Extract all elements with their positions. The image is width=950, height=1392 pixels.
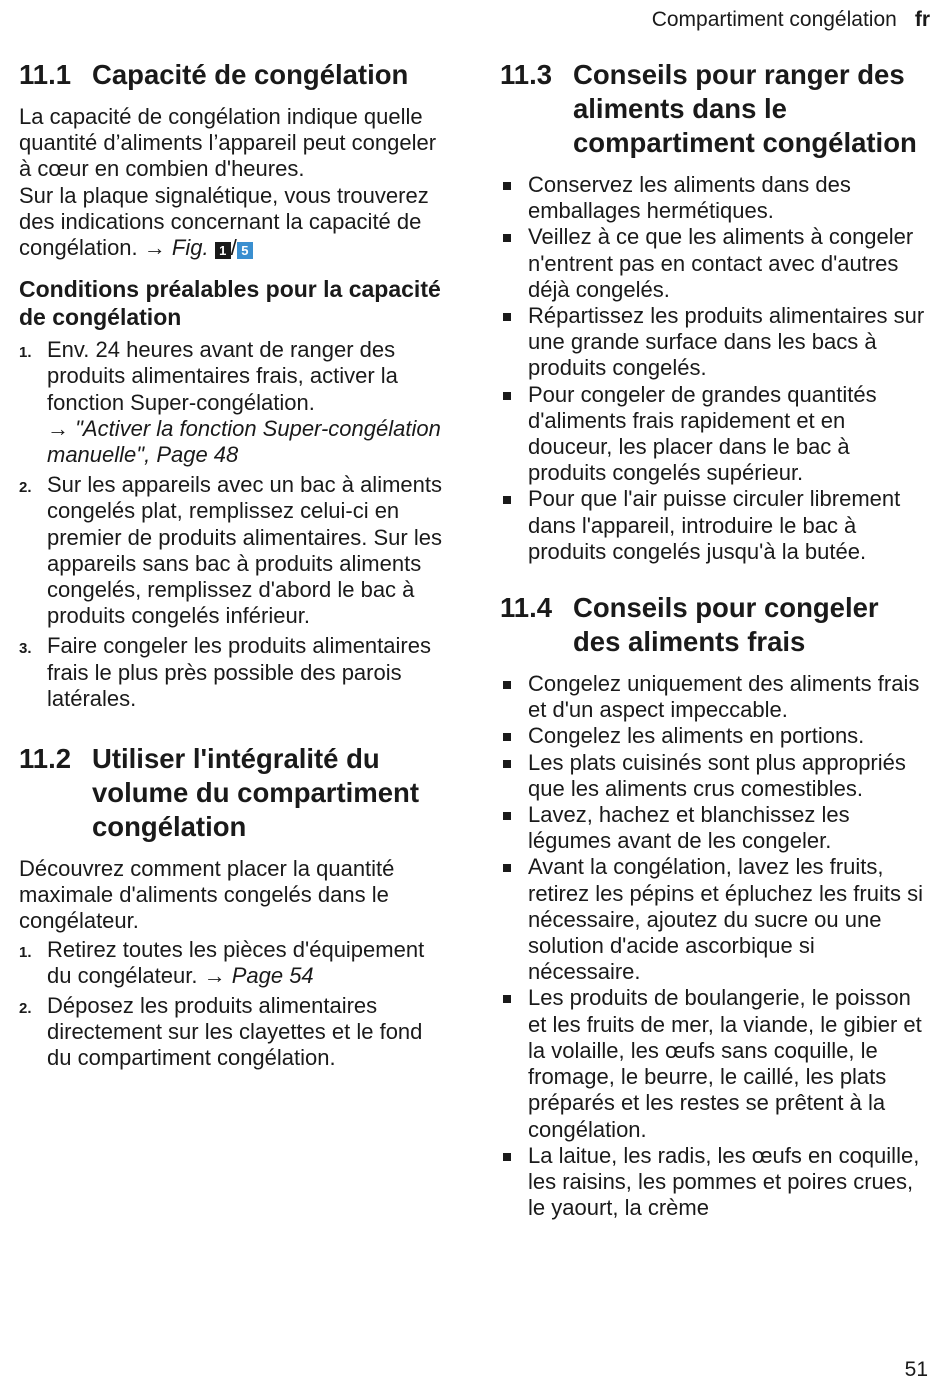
list-item: Lavez, hachez et blanchissez les légumes avant de les congeler. xyxy=(500,802,932,854)
steps-list xyxy=(19,337,451,712)
list-item: 2. Déposez les produits alimentaires directement sur les clayettes et le fond du compartiment congélation. xyxy=(19,993,423,1071)
list-item: 2. Sur les appareils avec un bac à aliments congelés plat, remplissez celui-ci en premier de produits alimentaires. Sur les appareils sans bac à produits aliments congelés, remplissez d'abord le bac à produits congelés inférieur. xyxy=(19,472,442,629)
subheading: Conditions préalables pour la capacité de congélation xyxy=(19,276,441,331)
section-heading xyxy=(500,58,932,160)
figure-separator: / xyxy=(230,235,237,261)
cross-reference-link[interactable]: → "Activer la fonction Super-congélation manuelle", Page 48 xyxy=(47,415,441,468)
section-number: 11.2 xyxy=(19,743,72,775)
bullet-square-icon xyxy=(503,760,511,768)
steps-list xyxy=(19,937,451,1072)
section-11-3 xyxy=(500,58,932,565)
bullet-list xyxy=(500,671,932,1221)
figure-link[interactable]: Fig. xyxy=(171,235,209,261)
section-heading xyxy=(19,742,451,844)
section-heading xyxy=(19,58,451,92)
list-item: Conservez les aliments dans des emballages hermétiques. xyxy=(500,172,932,224)
bullet-square-icon xyxy=(503,1153,511,1161)
step-number: 3. xyxy=(19,640,32,658)
list-item: Pour congeler de grandes quantités d'aliments frais rapidement et en douceur, les placer dans le bac à produits congelés supérieur. xyxy=(500,382,932,487)
bullet-square-icon xyxy=(503,182,511,190)
list-item: Répartissez les produits alimentaires sur une grande surface dans les bacs à produits congelés. xyxy=(500,303,932,382)
bullet-square-icon xyxy=(503,812,511,820)
paragraph: Découvrez comment placer la quantité maximale d'aliments congelés dans le congélateur. xyxy=(19,856,395,934)
list-item: Congelez les aliments en portions. xyxy=(500,723,932,749)
section-11-1 xyxy=(19,58,451,712)
list-item: Congelez uniquement des aliments frais et d'un aspect impeccable. xyxy=(500,671,932,723)
section-11-4 xyxy=(500,591,932,1221)
section-number: 11.1 xyxy=(19,59,72,90)
section-title: Conseils pour congeler des aliments frais xyxy=(573,592,879,658)
section-title: Utiliser l'intégralité du volume du compartiment congélation xyxy=(92,743,419,843)
bullet-square-icon xyxy=(503,313,511,321)
list-item: Pour que l'air puisse circuler librement dans l'appareil, introduire le bac à produits congelés jusqu'à la butée. xyxy=(500,486,932,565)
step-number: 2. xyxy=(19,1000,32,1018)
bullet-square-icon xyxy=(503,234,511,242)
right-column xyxy=(500,58,932,1221)
page-number: 51 xyxy=(904,1358,928,1381)
section-title: Conseils pour ranger des aliments dans le compartiment congélation xyxy=(573,59,917,158)
list-item: 1. Env. 24 heures avant de ranger des produits alimentaires frais, activer la fonction Super-congélation. → "Activer la fonction Super-congélation manuelle", Page 48 xyxy=(19,337,441,468)
header-language: fr xyxy=(914,8,930,31)
list-item: Veillez à ce que les aliments à congeler n'entrent pas en contact avec d'autres déjà congelés. xyxy=(500,224,932,303)
figure-marker-5: 5 xyxy=(237,242,253,259)
header-title: Compartiment congélation xyxy=(651,8,897,31)
section-title: Capacité de congélation xyxy=(92,59,409,90)
step-number: 1. xyxy=(19,344,32,362)
list-item: 1. Retirez toutes les pièces d'équipement du congélateur. → Page 54 xyxy=(19,936,425,988)
list-item: La laitue, les radis, les œufs en coquille, les raisins, les pommes et poires crues, le yaourt, la crème xyxy=(500,1143,932,1222)
list-item: Les plats cuisinés sont plus appropriés que les aliments crus comestibles. xyxy=(500,750,932,802)
list-item: Les produits de boulangerie, le poisson et les fruits de mer, la viande, le gibier et la volaille, les œufs sans coquille, le fromage, le beurre, le caillé, les plats préparés et les restes se prêtent à la congélation. xyxy=(500,985,932,1142)
figure-marker-1: 1 xyxy=(215,242,231,259)
list-item: 3. Faire congeler les produits alimentaires frais le plus près possible des parois latérales. xyxy=(19,633,431,711)
section-number: 11.3 xyxy=(500,59,553,90)
step-number: 1. xyxy=(19,943,32,961)
paragraph: Sur la plaque signalétique, vous trouverez des indications concernant la capacité de congélation. → Fig. 1 / 5 xyxy=(19,182,429,261)
bullet-square-icon xyxy=(503,392,511,400)
bullet-list xyxy=(500,172,932,565)
section-heading xyxy=(500,591,932,659)
bullet-square-icon xyxy=(503,995,511,1003)
section-number: 11.4 xyxy=(500,592,553,624)
bullet-square-icon xyxy=(503,864,511,872)
cross-reference-link[interactable]: Page 54 xyxy=(231,962,314,988)
list-item: Avant la congélation, lavez les fruits, retirez les pépins et épluchez les fruits si nécessaire, ajoutez du sucre ou une solution d'acide ascorbique si nécessaire. xyxy=(500,854,932,985)
left-column xyxy=(19,58,451,1076)
bullet-square-icon xyxy=(503,733,511,741)
step-number: 2. xyxy=(19,479,32,497)
bullet-square-icon xyxy=(503,496,511,504)
section-11-2 xyxy=(19,742,451,1072)
bullet-square-icon xyxy=(503,681,511,689)
paragraph: La capacité de congélation indique quelle quantité d’aliments l’appareil peut congeler à cœur en combien d'heures. xyxy=(19,104,437,182)
page-header xyxy=(652,8,930,32)
